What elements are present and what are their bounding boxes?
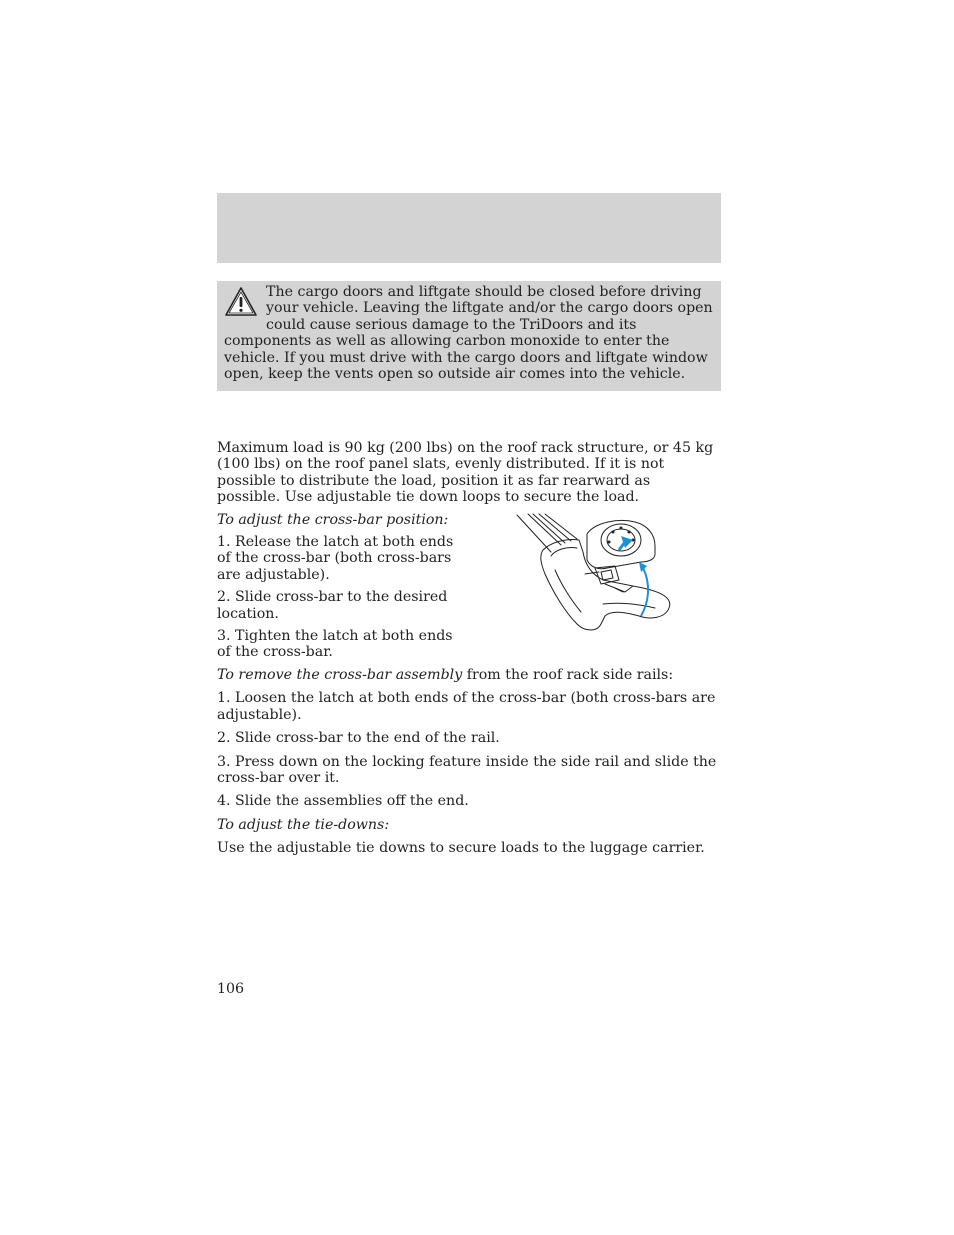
cross-bar-latch-illustration bbox=[515, 512, 675, 634]
adjust-heading: To adjust the cross-bar position: bbox=[217, 511, 449, 528]
remove-heading-italic: To remove the cross-bar assembly bbox=[217, 666, 463, 683]
page-number: 106 bbox=[217, 981, 245, 997]
remove-heading bbox=[217, 667, 717, 683]
tiedown-heading: To adjust the tie-downs: bbox=[217, 816, 390, 833]
adjust-step-1: 1. Release the latch at both ends of the cross-bar (both cross-bars are adjustable). bbox=[217, 534, 454, 583]
warning-box bbox=[217, 281, 721, 391]
remove-step-4: 4. Slide the assemblies off the end. bbox=[217, 793, 469, 810]
adjust-step-2: 2. Slide cross-bar to the desired location. bbox=[217, 589, 448, 622]
warning-triangle-icon bbox=[224, 286, 258, 318]
warning-text: The cargo doors and liftgate should be closed before driving your vehicle. Leaving the liftgate and/or the cargo doors open could cause serious damage to the TriDoors and its components as well as allowing carbon monoxide to enter the vehicle. If you must drive with the cargo doors and liftgate window open, keep the vents open so outside air comes into the vehicle. bbox=[224, 284, 713, 383]
adjust-section bbox=[217, 512, 467, 661]
remove-heading-rest: from the roof rack side rails: bbox=[462, 666, 674, 683]
adjust-step-3: 3. Tighten the latch at both ends of the cross-bar. bbox=[217, 628, 453, 661]
remove-step-1: 1. Loosen the latch at both ends of the cross-bar (both cross-bars are adjustable). bbox=[217, 690, 716, 723]
remove-step-2: 2. Slide cross-bar to the end of the rail. bbox=[217, 730, 500, 747]
max-load-paragraph: Maximum load is 90 kg (200 lbs) on the roof rack structure, or 45 kg (100 lbs) on the roof panel slats, evenly distributed. If it is not possible to distribute the load, position it as far rearward as possible. Use adjustable tie down loops to secure the load. bbox=[217, 440, 714, 506]
section-header-band bbox=[217, 193, 721, 263]
remove-step-3: 3. Press down on the locking feature inside the side rail and slide the cross-bar over it. bbox=[217, 753, 717, 786]
tiedown-text: Use the adjustable tie downs to secure loads to the luggage carrier. bbox=[217, 840, 705, 857]
remove-section bbox=[217, 667, 717, 857]
main-content bbox=[217, 440, 717, 864]
